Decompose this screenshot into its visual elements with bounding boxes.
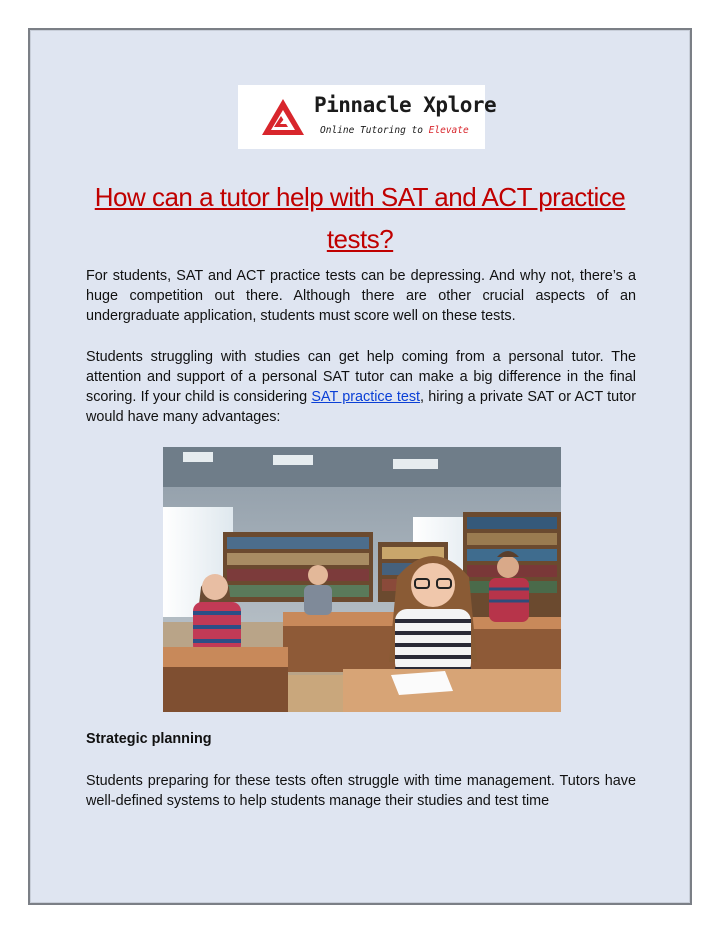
sat-practice-test-link[interactable]: SAT practice test [311, 389, 421, 405]
triangle-logo-icon [260, 97, 306, 137]
brand-logo [238, 85, 497, 149]
students-exam-illustration [163, 447, 561, 712]
page-title: How can a tutor help with SAT and ACT practice tests? [94, 182, 626, 254]
strategic-planning-paragraph: Students preparing for these tests often struggle with time management. Tutors have well-defined systems to help students manage their studies and test time [86, 773, 636, 809]
intro-paragraph: For students, SAT and ACT practice tests can be depressing. And why not, there’s a huge competition out there. Although there are other crucial aspects of an undergraduate application, students must score well on these tests. [86, 268, 636, 324]
document-page [28, 28, 692, 905]
tutor-paragraph [86, 347, 636, 427]
brand-tagline [320, 125, 469, 136]
tutor-paragraph-text: Students struggling with studies can get help coming from a personal tutor. The attention and support of a personal SAT tutor can make a big difference in the final scoring. If your child is considering [86, 349, 636, 405]
section-heading: Strategic planning [86, 731, 212, 747]
tutor-paragraph-text-end: , hiring a private SAT or ACT tutor would have many advantages: [86, 389, 636, 425]
classroom-photo [163, 447, 561, 712]
tagline-accent: Elevate [428, 125, 469, 136]
brand-name: Pinnacle Xplore [314, 93, 497, 117]
tagline-text: Online Tutoring to [320, 125, 429, 136]
